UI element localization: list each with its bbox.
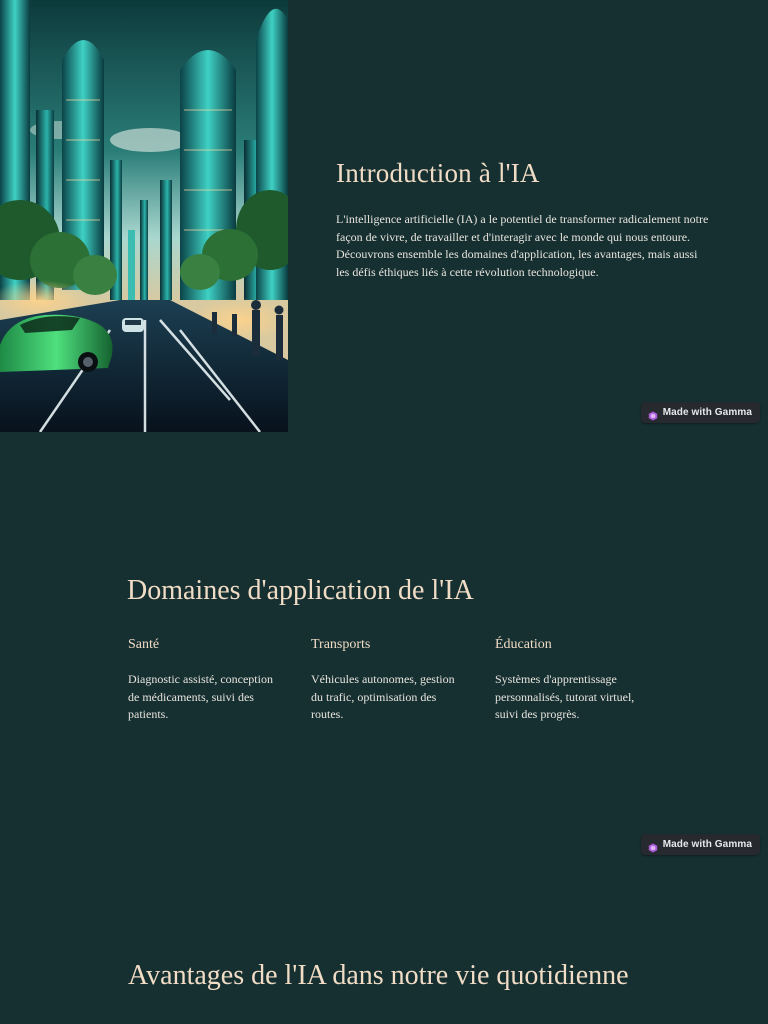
domain-column-sante (128, 637, 278, 724)
slide-advantages (0, 864, 768, 1024)
slide-domains (0, 432, 768, 864)
badge-label: Made with Gamma (662, 407, 752, 418)
gamma-logo-icon (648, 840, 658, 850)
domain-column-education (495, 637, 645, 724)
intro-paragraph: L'intelligence artificielle (IA) a le potentiel de transformer radicalement notre façon de vivre, de travailler et d'interagir avec le monde qui nous entoure. Découvrons ensemble les domaines d'application, les avantages, mais aussi les défis éthiques liés à cette révolution technologique. (336, 212, 709, 279)
slide-introduction (0, 0, 768, 432)
gamma-logo-icon (648, 408, 658, 418)
futuristic-city-image (0, 0, 288, 432)
column-heading: Transports (311, 637, 371, 652)
domain-column-transports (311, 637, 461, 724)
column-text: Systèmes d'apprentissage personnalisés, tutorat virtuel, suivi des progrès. (495, 672, 635, 722)
badge-label: Made with Gamma (662, 839, 752, 850)
made-with-gamma-button[interactable] (641, 834, 760, 855)
section-title: Avantages de l'IA dans notre vie quotidienne (128, 960, 629, 991)
column-text: Diagnostic assisté, conception de médicaments, suivi des patients. (128, 672, 273, 722)
column-heading: Santé (128, 637, 160, 652)
column-text: Véhicules autonomes, gestion du trafic, optimisation des routes. (311, 672, 455, 722)
column-heading: Éducation (495, 637, 552, 652)
made-with-gamma-button[interactable] (641, 402, 760, 423)
section-title: Domaines d'application de l'IA (127, 575, 474, 606)
page-title: Introduction à l'IA (336, 158, 540, 188)
